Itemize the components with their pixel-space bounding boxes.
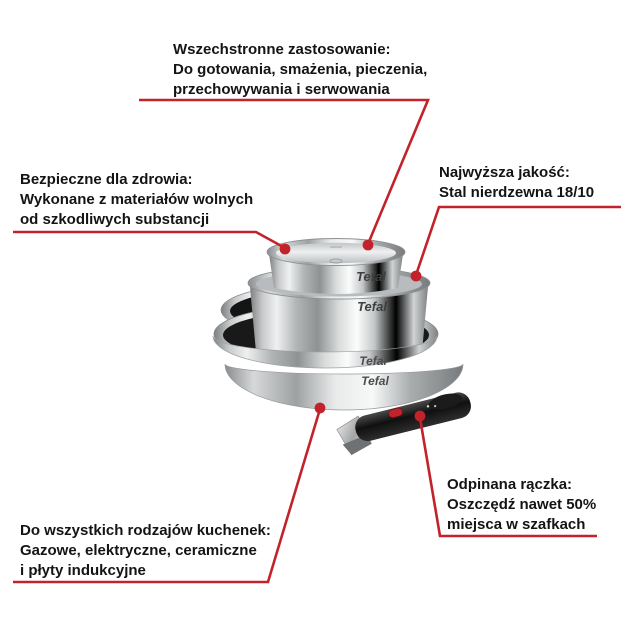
callout-title: Do wszystkich rodzajów kuchenek: [20,522,271,539]
callout-line: Wykonane z materiałów wolnych [20,191,254,208]
cookware-stack [213,239,476,457]
leader-dot-health-safe [280,244,291,255]
callout-line: miejsca w szafkach [447,516,586,533]
callout-line: Oszczędź nawet 50% [447,496,597,513]
callout-title: Bezpieczne dla zdrowia: [20,171,193,188]
callout-versatile-use [173,40,427,100]
callout-health-safe [20,170,253,230]
callout-title: Wszechstronne zastosowanie: [173,41,391,58]
leader-line-health-safe [13,232,285,248]
leader-dot-versatile-use [363,240,374,251]
callout-title: Najwyższa jakość: [439,164,570,181]
callout-detachable-handle [447,475,596,535]
brand-logo-large-pan: Tefal [361,374,389,388]
leader-dot-all-hobs [315,403,326,414]
callout-line: Gazowe, elektryczne, ceramiczne [20,542,257,559]
callout-quality [439,163,594,203]
leader-line-quality [416,207,621,275]
leader-dot-quality [411,271,422,282]
callout-line: Do gotowania, smażenia, pieczenia, [173,61,428,78]
brand-logo-saute-pan: Tefal [359,354,387,368]
brand-logo-medium-pot: Tefal [357,299,387,314]
callout-line: i płyty indukcyjne [20,562,146,579]
callout-title: Odpinana rączka: [447,476,573,493]
brand-logo-small-pot: Tefal [356,269,386,284]
callout-line: od szkodliwych substancji [20,211,210,228]
callout-line: Stal nierdzewna 18/10 [439,184,595,201]
leader-dot-detachable-handle [415,411,426,422]
callout-all-hobs [20,521,271,581]
callout-line: przechowywania i serwowania [173,81,390,98]
